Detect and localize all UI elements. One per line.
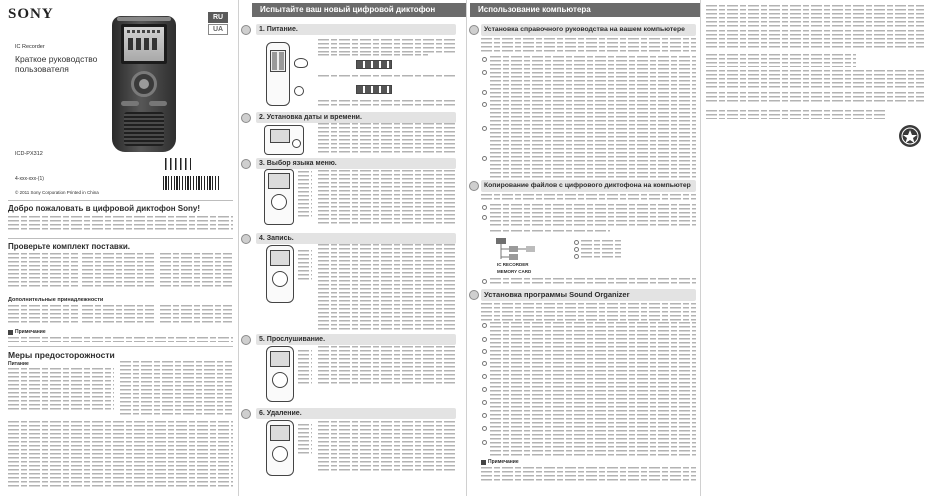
step-number-marker — [482, 205, 487, 210]
step-number-marker — [482, 215, 487, 220]
quick-start-header: Испытайте ваш новый цифровой диктофон — [252, 3, 466, 17]
recorder-center-button — [139, 79, 149, 89]
step-heading-date-time: 2. Установка даты и времени. — [256, 112, 456, 123]
folder-tree-diagram — [496, 238, 542, 262]
step-text-power — [318, 39, 455, 53]
welcome-heading: Добро пожаловать в цифровой диктофон Sony! — [8, 204, 200, 213]
copy-steps-text — [490, 230, 610, 234]
brand-logo: SONY — [8, 6, 54, 22]
section-heading-copy-files: Копирование файлов с цифрового диктофона на компьютер — [481, 180, 696, 192]
step-number-marker — [482, 374, 487, 379]
computer-note-text — [481, 467, 696, 483]
folder-legend-text — [581, 240, 623, 258]
callout-labels — [298, 350, 312, 384]
computer-header: Использование компьютера — [470, 3, 700, 17]
callout-labels — [298, 424, 312, 454]
section-intro-text — [481, 303, 696, 321]
install-steps-text — [490, 56, 696, 178]
package-contents-list — [160, 253, 232, 289]
note-icon — [481, 460, 486, 465]
step-marker — [241, 335, 251, 345]
device-screen — [270, 425, 290, 441]
step-text-delete — [318, 421, 455, 471]
model-number: ICD-PX312 — [15, 151, 43, 157]
panel-divider — [700, 0, 701, 496]
recorder-top-cap — [117, 17, 171, 21]
section-intro-text — [481, 194, 696, 202]
note-heading: Примечание — [15, 329, 46, 335]
precautions-text — [120, 361, 232, 415]
hand-sketch — [294, 58, 308, 68]
precautions-heading: Меры предосторожности — [8, 350, 115, 360]
precautions-text — [8, 368, 114, 412]
sku-bars — [165, 158, 191, 170]
step-heading-delete: 6. Удаление. — [256, 408, 456, 419]
legal-text — [706, 110, 886, 119]
step-text-power — [318, 100, 455, 108]
step-marker — [241, 409, 251, 419]
device-screen — [270, 351, 290, 367]
note-text — [8, 337, 233, 342]
section-marker — [469, 181, 479, 191]
step-text-playback — [318, 346, 455, 386]
computer-note-heading: Примечание — [488, 459, 519, 465]
step-text-power — [318, 54, 428, 58]
certification-seal-icon — [898, 124, 922, 148]
step-number-marker — [482, 426, 487, 431]
folder-icon — [509, 246, 518, 252]
part-number: 4-xxx-xxx-(1) — [15, 176, 44, 182]
service-info-text — [8, 421, 233, 489]
legend-marker — [574, 247, 579, 252]
folder-label-memory-card: MEMORY CARD — [497, 269, 532, 274]
step-text-power — [318, 75, 455, 79]
panel-divider — [466, 0, 467, 496]
step-number-marker — [482, 349, 487, 354]
battery-cell — [272, 52, 277, 70]
device-control — [292, 139, 301, 148]
battery-indicator-illustration — [356, 85, 392, 94]
step-number-marker — [482, 156, 487, 161]
step-number-marker — [482, 102, 487, 107]
legal-text — [706, 54, 856, 67]
device-control — [272, 446, 288, 462]
note-icon — [8, 330, 13, 335]
step-heading-playback: 5. Прослушивание. — [256, 334, 456, 345]
power-heading: Питание — [8, 361, 29, 367]
section-rule — [8, 200, 233, 201]
guide-title: Краткое руководство пользователя — [15, 54, 98, 74]
step-heading-record: 4. Запись. — [256, 233, 456, 244]
copy-steps-text — [490, 278, 696, 284]
battery-cell — [279, 52, 284, 70]
step-number-marker — [482, 323, 487, 328]
callout-labels — [298, 250, 312, 280]
device-screen — [270, 129, 290, 143]
accessories-list — [160, 305, 232, 325]
panel-divider — [238, 0, 239, 496]
language-tab-ru: RU — [208, 12, 228, 23]
step-text-date-time — [318, 123, 455, 155]
recorder-display-digits — [128, 38, 158, 50]
step-number-marker — [482, 337, 487, 342]
step-number-marker — [482, 57, 487, 62]
product-type: IC Recorder — [15, 44, 45, 50]
step-number-marker — [482, 126, 487, 131]
legend-marker — [574, 240, 579, 245]
recorder-speaker-grille — [124, 112, 164, 146]
copyright: © 2011 Sony Corporation Printed in China — [15, 190, 99, 195]
accessories-list — [82, 305, 154, 325]
step-marker — [241, 113, 251, 123]
drive-icon — [496, 238, 506, 244]
package-contents-heading: Проверьте комплект поставки. — [8, 242, 130, 251]
step-number-marker — [482, 413, 487, 418]
copy-steps-text — [490, 204, 696, 228]
step-number-marker — [482, 361, 487, 366]
language-tab-ua: UA — [208, 24, 228, 35]
step-number-marker — [482, 387, 487, 392]
step-number-marker — [482, 400, 487, 405]
step-text-record — [318, 244, 455, 330]
section-rule — [8, 238, 233, 239]
device-control — [272, 372, 288, 388]
step-text-menu-language — [318, 170, 455, 226]
device-control — [271, 194, 287, 210]
legal-text — [706, 30, 924, 50]
welcome-text — [8, 216, 233, 232]
section-marker — [469, 290, 479, 300]
step-marker — [241, 25, 251, 35]
step-marker — [241, 234, 251, 244]
device-screen — [270, 250, 290, 266]
battery-indicator-illustration — [356, 60, 392, 69]
accessories-heading: Дополнительные принадлежности — [8, 297, 104, 303]
sound-organizer-steps-text — [490, 322, 696, 456]
package-contents-list — [8, 253, 78, 289]
step-number-marker — [482, 440, 487, 445]
recorder-button — [121, 101, 139, 106]
section-marker — [469, 25, 479, 35]
step-heading-menu-language: 3. Выбор языка меню. — [256, 158, 456, 169]
section-intro-text — [481, 38, 696, 52]
section-rule — [8, 346, 233, 347]
step-number-marker — [482, 279, 487, 284]
package-contents-list — [82, 253, 154, 289]
section-heading-sound-organizer: Установка программы Sound Organizer — [481, 289, 696, 301]
legal-text — [706, 70, 924, 88]
legal-text — [706, 92, 924, 104]
accessories-list — [8, 305, 78, 325]
device-control — [272, 271, 288, 287]
barcode — [163, 176, 219, 190]
device-screen — [268, 173, 290, 189]
legend-marker — [574, 254, 579, 259]
section-heading-install-help-guide: Установка справочного руководства на вашем компьютере — [481, 24, 696, 36]
callout-labels — [298, 171, 312, 219]
legal-text — [706, 5, 924, 27]
recorder-display-status — [127, 30, 161, 33]
folder-icon — [526, 246, 535, 252]
folder-icon — [509, 254, 518, 260]
folder-label-ic-recorder: IC RECORDER — [497, 262, 529, 267]
step-number-marker — [482, 70, 487, 75]
recorder-photo — [112, 16, 176, 152]
step-heading-power: 1. Питание. — [256, 24, 456, 35]
callout-circle — [294, 86, 304, 96]
step-number-marker — [482, 90, 487, 95]
recorder-button — [149, 101, 167, 106]
step-marker — [241, 159, 251, 169]
